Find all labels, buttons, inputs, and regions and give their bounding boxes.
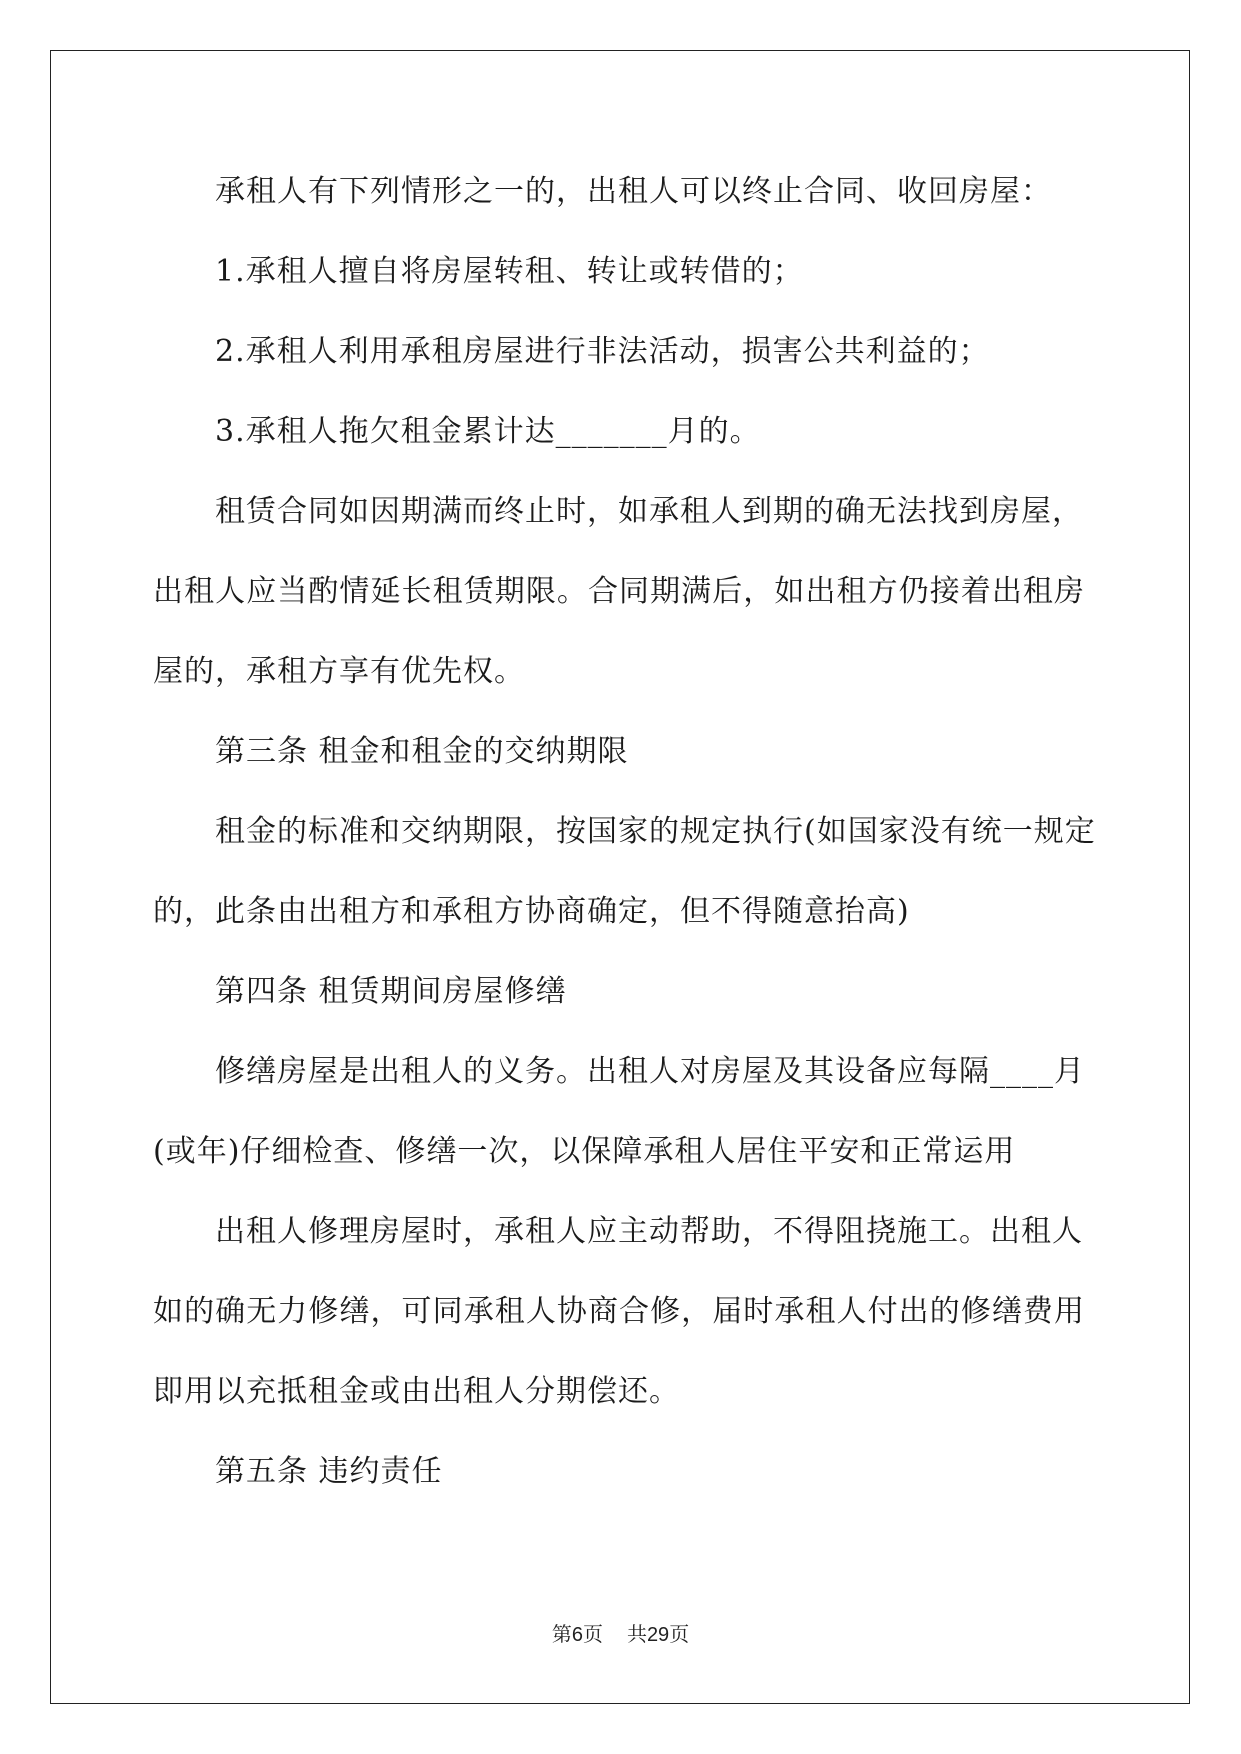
section-heading: 第三条 租金和租金的交纳期限 <box>215 734 629 769</box>
paragraph-line: 租赁合同如因期满而终止时，如承租人到期的确无法找到房屋， <box>215 494 1083 529</box>
list-item: 2.承租人利用承租房屋进行非法活动，损害公共利益的； <box>215 334 990 369</box>
total-prefix: 共 <box>626 1624 647 1646</box>
paragraph-line: 即用以充抵租金或由出租人分期偿还。 <box>153 1374 680 1409</box>
total-count: 29 <box>646 1624 670 1646</box>
list-item: 3.承租人拖欠租金累计达_______月的。 <box>215 414 761 449</box>
page-footer <box>0 1622 1241 1648</box>
paragraph-line: 如的确无力修缮，可同承租人协商合修，届时承租人付出的修缮费用 <box>153 1294 1085 1329</box>
paragraph-line: (或年)仔细检查、修缮一次，以保障承租人居住平安和正常运用 <box>153 1134 1016 1169</box>
paragraph-line: 屋的，承租方享有优先权。 <box>153 654 525 689</box>
current-page: 6 <box>571 1624 583 1646</box>
total-pages <box>627 1622 689 1648</box>
section-heading: 第五条 违约责任 <box>215 1454 443 1489</box>
list-item: 1.承租人擅自将房屋转租、转让或转借的； <box>215 254 804 289</box>
page-prefix: 第 <box>551 1624 572 1646</box>
paragraph-line: 承租人有下列情形之一的，出租人可以终止合同、收回房屋： <box>215 174 1052 209</box>
paragraph-line: 出租人应当酌情延长租赁期限。合同期满后，如出租方仍接着出租房 <box>153 574 1085 609</box>
paragraph-line: 的，此条由出租方和承租方协商确定，但不得随意抬高) <box>153 894 910 929</box>
section-heading: 第四条 租赁期间房屋修缮 <box>215 974 567 1009</box>
paragraph-line: 出租人修理房屋时，承租人应主动帮助，不得阻挠施工。出租人 <box>215 1214 1083 1249</box>
total-suffix: 页 <box>669 1624 690 1646</box>
paragraph-line: 租金的标准和交纳期限，按国家的规定执行(如国家没有统一规定 <box>215 814 1096 849</box>
page-number <box>552 1622 603 1648</box>
page-suffix: 页 <box>582 1624 603 1646</box>
paragraph-line: 修缮房屋是出租人的义务。出租人对房屋及其设备应每隔____月 <box>215 1054 1085 1089</box>
